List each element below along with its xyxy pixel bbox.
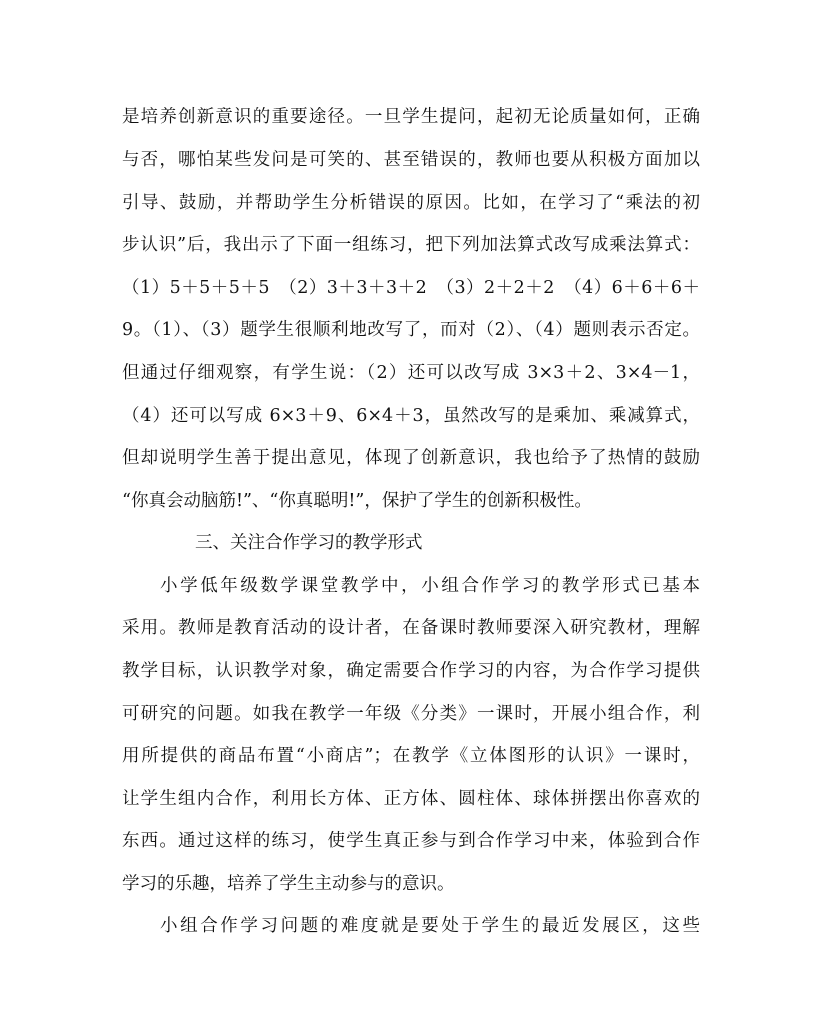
paragraph-line: 步认识”后，我出示了下面一组练习，把下列加法算式改写成乘法算式： bbox=[122, 235, 700, 255]
paragraph-line: 是培养创新意识的重要途径。一旦学生提问，起初无论质量如何，正确 bbox=[122, 107, 700, 127]
paragraph-line: （1）5＋5＋5＋5 （2）3＋3＋3＋2 （3）2＋2＋2 （4）6＋6＋6＋ bbox=[122, 278, 700, 298]
paragraph-line: （4）还可以写成 6×3＋9、6×4＋3，虽然改写的是乘加、乘减算式， bbox=[122, 406, 700, 426]
paragraph-line: 但却说明学生善于提出意见，体现了创新意识，我也给予了热情的鼓励 bbox=[122, 448, 700, 468]
paragraph-line: 可研究的问题。如我在教学一年级《分类》一课时，开展小组合作，利 bbox=[122, 704, 700, 724]
paragraph-line: “你真会动脑筋!”、“你真聪明!”，保护了学生的创新积极性。 bbox=[122, 491, 592, 511]
paragraph-line: 学习的乐趣，培养了学生主动参与的意识。 bbox=[122, 874, 455, 894]
paragraph-line: 东西。通过这样的练习，使学生真正参与到合作学习中来，体验到合作 bbox=[122, 831, 700, 851]
paragraph-line: 小组合作学习问题的难度就是要处于学生的最近发展区，这些 bbox=[160, 916, 700, 936]
paragraph-line: 9。（1）、（3）题学生很顺利地改写了，而对（2）、（4）题则表示否定。 bbox=[122, 320, 700, 340]
paragraph-line: 让学生组内合作，利用长方体、正方体、圆柱体、球体拼摆出你喜欢的 bbox=[122, 789, 700, 809]
section-heading: 三、关注合作学习的教学形式 bbox=[195, 533, 423, 553]
paragraph-line: 小学低年级数学课堂教学中，小组合作学习的教学形式已基本 bbox=[160, 576, 700, 596]
paragraph-line: 采用。教师是教育活动的设计者，在备课时教师要深入研究教材，理解 bbox=[122, 618, 700, 638]
paragraph-line: 与否，哪怕某些发问是可笑的、甚至错误的，教师也要从积极方面加以 bbox=[122, 150, 700, 170]
paragraph-line: 引导、鼓励，并帮助学生分析错误的原因。比如，在学习了“乘法的初 bbox=[122, 193, 700, 213]
paragraph-line: 用所提供的商品布置“小商店”；在教学《立体图形的认识》一课时， bbox=[122, 746, 700, 766]
paragraph-line: 但通过仔细观察，有学生说：（2）还可以改写成 3×3＋2、3×4－1， bbox=[122, 363, 700, 383]
paragraph-line: 教学目标，认识教学对象，确定需要合作学习的内容，为合作学习提供 bbox=[122, 661, 700, 681]
